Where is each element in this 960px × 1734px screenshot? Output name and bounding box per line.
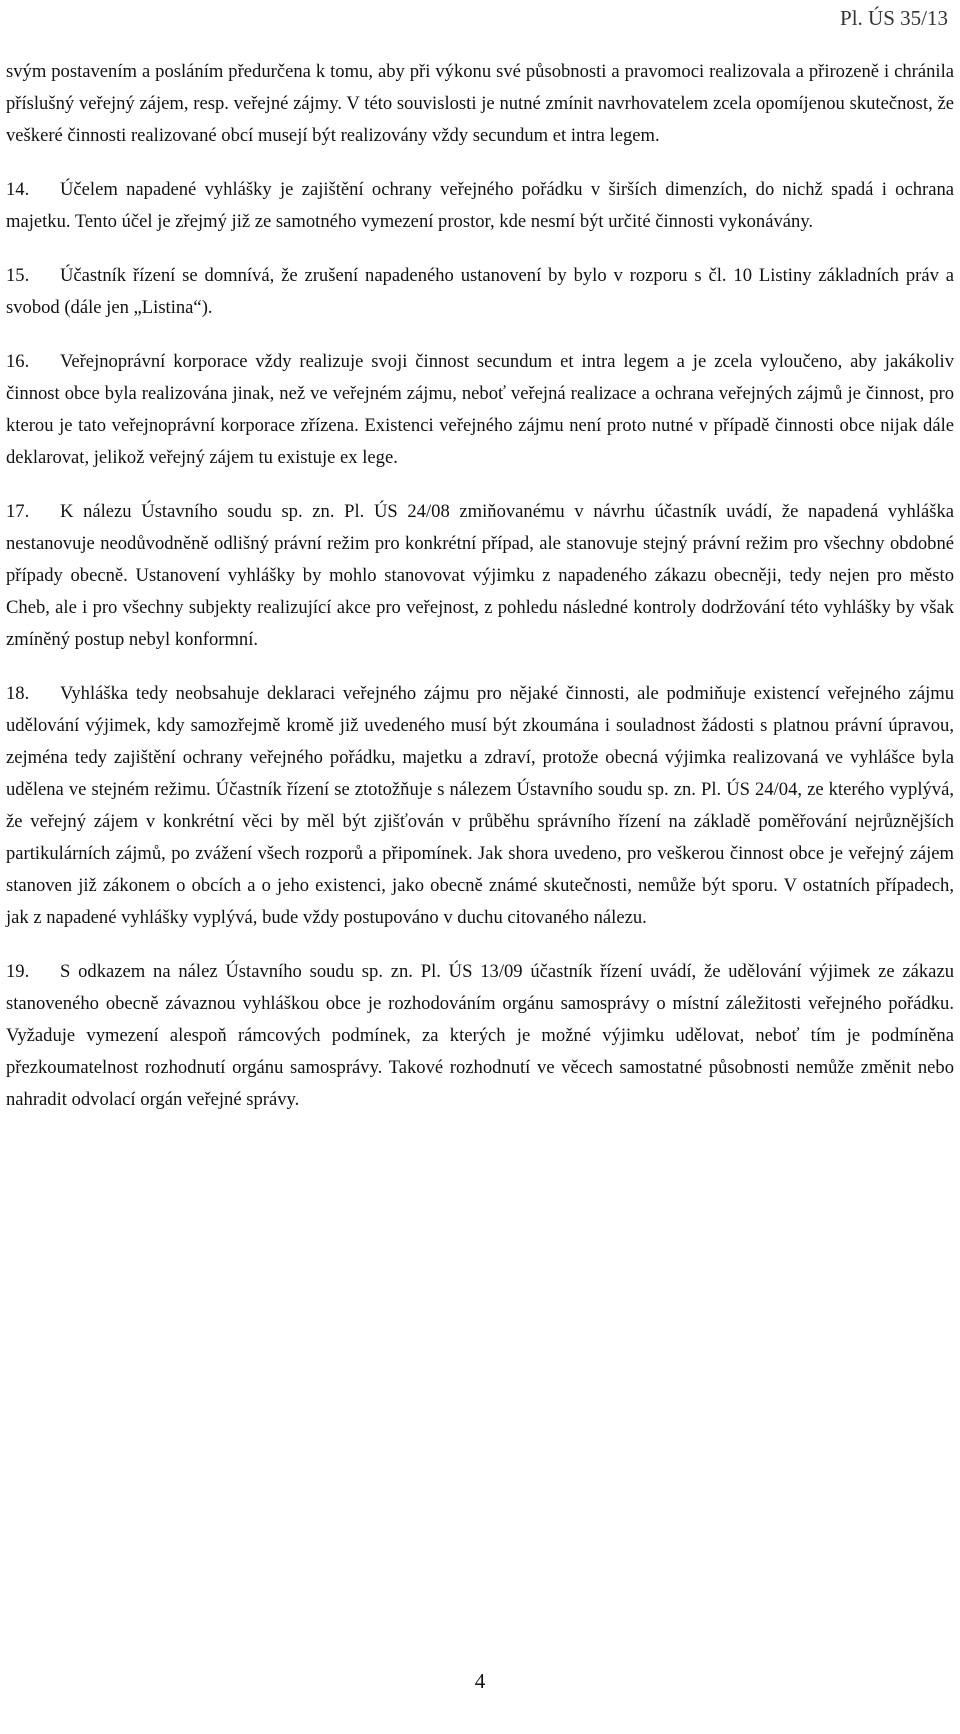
case-reference: Pl. ÚS 35/13 <box>840 6 948 30</box>
paragraph-text: Účelem napadené vyhlášky je zajištění ochrany veřejného pořádku v širších dimenzích, do nichž spadá i ochrana majetku. Tento účel je zřejmý již ze samotného vymezení prostor, kde nesmí být určité činnosti vykonávány. <box>6 179 954 232</box>
paragraph-text: Účastník řízení se domnívá, že zrušení napadeného ustanovení by bylo v rozporu s čl. 10 Listiny základních práv a svobod (dále jen „Listina“). <box>6 265 954 318</box>
paragraph-number: 17. <box>6 501 30 522</box>
paragraph-text: svým postavením a posláním předurčena k tomu, aby při výkonu své působnosti a pravomoci realizovala a přirozeně i chránila příslušný veřejný zájem, resp. veřejné zájmy. V této souvislosti je nutné zmínit navrhovatelem zcela opomíjenou skutečnost, že veškeré činnosti realizované obcí musejí být realizovány vždy secundum et intra legem. <box>6 61 954 146</box>
paragraph-16 <box>6 346 954 474</box>
paragraph-number: 15. <box>6 265 30 286</box>
paragraph-text: Veřejnoprávní korporace vždy realizuje svoji činnost secundum et intra legem a je zcela vyloučeno, aby jakákoliv činnost obce byla realizována jinak, než ve veřejném zájmu, neboť veřejná realizace a ochrana veřejných zájmů je činnost, pro kterou je tato veřejnoprávní korporace zřízena. Existenci veřejného zájmu není proto nutné v případě činnosti obce nijak dále deklarovat, jelikož veřejný zájem tu existuje ex lege. <box>6 351 954 468</box>
paragraph-number: 16. <box>6 351 30 372</box>
paragraph-number: 18. <box>6 683 30 704</box>
page-number: 4 <box>474 1669 486 1693</box>
paragraph-17 <box>6 496 954 656</box>
paragraph-continued <box>6 56 954 152</box>
paragraph-number: 14. <box>6 179 30 200</box>
paragraph-14 <box>6 174 954 238</box>
paragraph-number: 19. <box>6 961 30 982</box>
paragraph-text: K nálezu Ústavního soudu sp. zn. Pl. ÚS 24/08 zmiňovanému v návrhu účastník uvádí, že napadená vyhláška nestanovuje neodůvodněně odlišný právní režim pro konkrétní případ, ale stanovuje stejný právní režim pro všechny obdobné případy obecně. Ustanovení vyhlášky by mohlo stanovovat výjimku z napadeného zákazu obecněji, tedy nejen pro město Cheb, ale i pro všechny subjekty realizující akce pro veřejnost, z pohledu následné kontroly dodržování této vyhlášky by však zmíněný postup nebyl konformní. <box>6 501 954 650</box>
paragraph-15 <box>6 260 954 324</box>
document-body <box>6 56 954 1116</box>
paragraph-text: S odkazem na nález Ústavního soudu sp. zn. Pl. ÚS 13/09 účastník řízení uvádí, že udělování výjimek ze zákazu stanoveného obecně závaznou vyhláškou obce je rozhodováním orgánu samosprávy o místní záležitosti veřejného pořádku. Vyžaduje vymezení alespoň rámcových podmínek, za kterých je možné výjimku udělovat, neboť tím je podmíněna přezkoumatelnost rozhodnutí orgánu samosprávy. Takové rozhodnutí ve věcech samostatné působnosti nemůže změnit nebo nahradit odvolací orgán veřejné správy. <box>6 961 954 1110</box>
paragraph-text: Vyhláška tedy neobsahuje deklaraci veřejného zájmu pro nějaké činnosti, ale podmiňuje existencí veřejného zájmu udělování výjimek, kdy samozřejmě kromě již uvedeného musí být zkoumána i souladnost žádosti s platnou právní úpravou, zejména tedy zajištění ochrany veřejného pořádku, majetku a zdraví, protože obecná výjimka realizovaná ve vyhlášce byla udělena ve stejném režimu. Účastník řízení se ztotožňuje s nálezem Ústavního soudu sp. zn. Pl. ÚS 24/04, ze kterého vyplývá, že veřejný zájem v konkrétní věci by měl být zjišťován v průběhu správního řízení na základě poměřování nejrůznějších partikulárních zájmů, po zvážení všech rozporů a připomínek. Jak shora uvedeno, pro veškerou činnost obce je veřejný zájem stanoven již zákonem o obcích a o jeho existenci, jako obecně známé skutečnosti, nemůže být sporu. V ostatních případech, jak z napadené vyhlášky vyplývá, bude vždy postupováno v duchu citovaného nálezu. <box>6 683 954 928</box>
paragraph-19 <box>6 956 954 1116</box>
paragraph-18 <box>6 678 954 934</box>
